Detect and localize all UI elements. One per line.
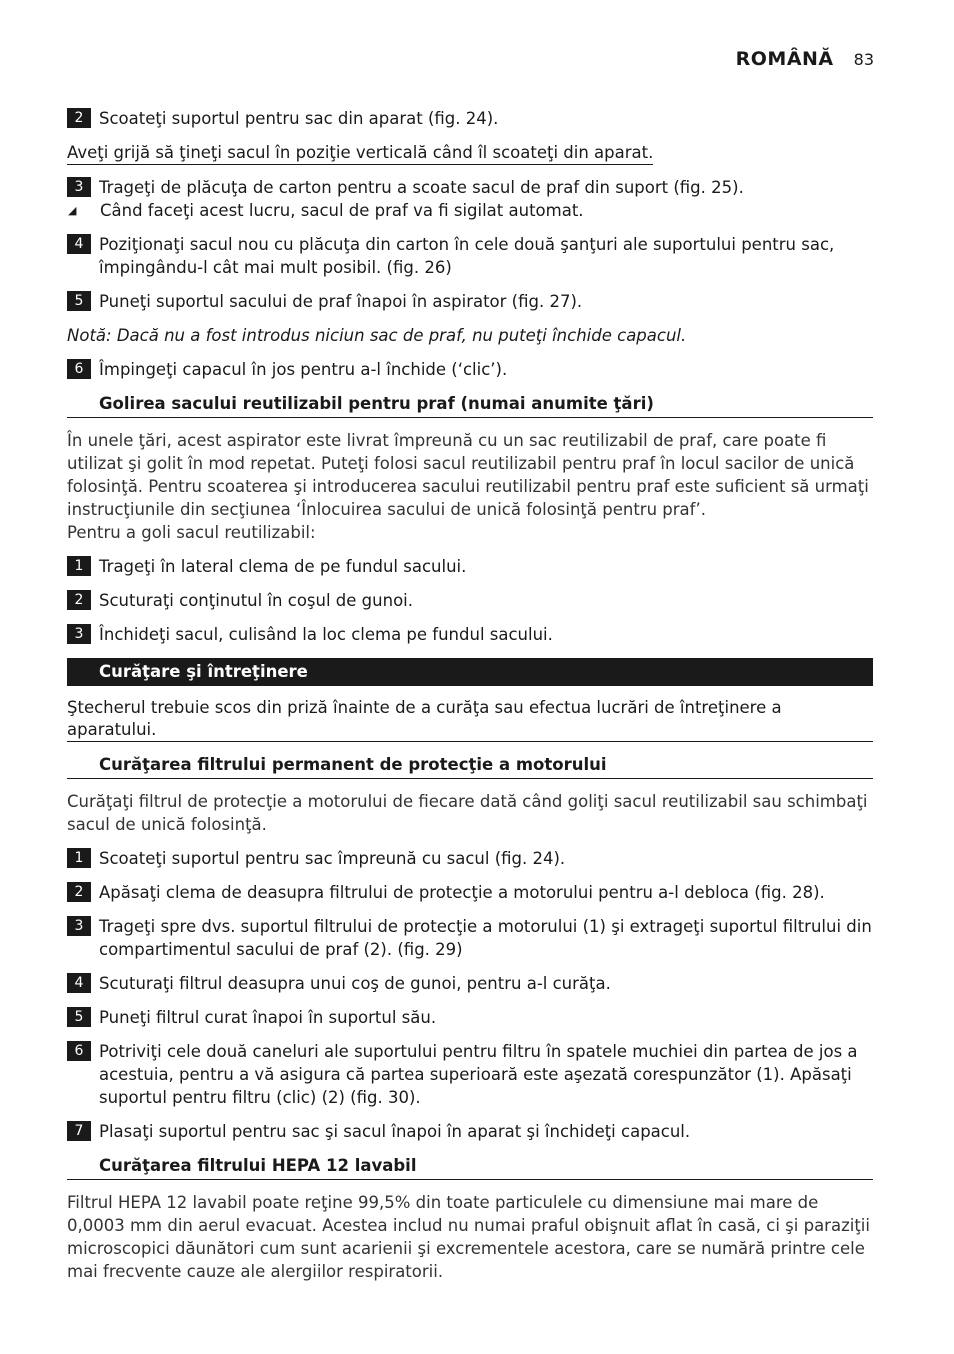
subheading-hepa-filter: Curăţarea filtrului HEPA 12 lavabil — [67, 1154, 873, 1180]
step-number: 4 — [67, 973, 91, 993]
language-label: ROMÂNĂ — [735, 48, 834, 70]
step-text: Puneţi filtrul curat înapoi în suportul său. — [99, 1008, 437, 1027]
step-number: 1 — [67, 848, 91, 868]
step-reinsert-holder — [67, 290, 873, 313]
step-number: 3 — [67, 177, 91, 197]
step-close-lid — [67, 358, 873, 381]
step-text: Trageţi în lateral clema de pe fundul sacului. — [99, 557, 467, 576]
subheading-motor-filter: Curăţarea filtrului permanent de protecţie a motorului — [67, 753, 873, 779]
step-text: Potriviţi cele două caneluri ale suportului pentru filtru în spatele muchiei din partea de jos a acestuia, pentru a vă asigura că partea superioară este aşezată corespunzător (1). Apăsaţi suportul pentru filtru (clic) (2) (fig. 30). — [99, 1042, 858, 1107]
step-text: Poziţionaţi sacul nou cu plăcuţa din carton în cele două şanţuri ale suportului pentru sac, împingându-l cât mai mult posibil. (fig. 26) — [99, 235, 835, 277]
caution-note: Ştecherul trebuie scos din priză înainte de a curăţa sau efectua lucrări de întreţinere a aparatului. — [67, 697, 873, 742]
step-remove-holder-with-bag — [67, 847, 873, 870]
step-text: Împingeţi capacul în jos pentru a-l închide (‘clic’). — [99, 360, 508, 379]
page-content — [67, 107, 873, 1283]
step-replace-holder-and-close — [67, 1120, 873, 1143]
step-number: 2 — [67, 108, 91, 128]
step-close-bag — [67, 623, 873, 646]
step-number: 5 — [67, 1007, 91, 1027]
step-remove-bag-holder — [67, 107, 873, 130]
step-pull-cardboard — [67, 176, 873, 199]
step-text: Trageţi spre dvs. suportul filtrului de protecţie a motorului (1) şi extrageţi suportul filtrului din compartimentul sacului de praf (2). (fig. 29) — [99, 917, 872, 959]
paragraph-hepa-filter: Filtrul HEPA 12 lavabil poate reţine 99,5% din toate particulele cu dimensiune mai mare de 0,0003 mm din aerul evacuat. Acestea includ nu numai praful obişnuit aflat în casă, ci şi paraziţii microscopici dăunători cum sunt acarienii şi excrementele acestora, care se numără printre cele mai frecvente cauze ale alergiilor respiratorii. — [67, 1193, 870, 1281]
step-number: 7 — [67, 1121, 91, 1141]
step-fit-filter-holder — [67, 1040, 873, 1109]
page-number: 83 — [853, 50, 874, 69]
paragraph-motor-filter: Curăţaţi filtrul de protecţie a motorului de fiecare dată când goliţi sacul reutilizabil sau schimbaţi sacul de unică folosinţă. — [67, 792, 868, 834]
step-number: 5 — [67, 291, 91, 311]
bullet-icon: ◢ — [68, 204, 77, 217]
step-text: Scoateţi suportul pentru sac din aparat (fig. 24). — [99, 109, 499, 128]
paragraph-reusable-bag: În unele ţări, acest aspirator este livrat împreună cu un sac reutilizabil de praf, care poate fi utilizat şi golit în mod repetat. Puteţi folosi sacul reutilizabil pentru praf în locul sacilor de unică folosinţă. Pentru scoaterea şi introducerea sacului reutilizabil pentru praf este suficient să urmaţi instrucţiunile din secţiunea ‘Înlocuirea sacului de unică folosinţă pentru praf’. — [67, 431, 869, 519]
caution-note: Aveţi grijă să ţineţi sacul în poziţie verticală când îl scoateţi din aparat. — [67, 141, 873, 165]
step-text: Trageţi de plăcuţa de carton pentru a scoate sacul de praf din suport (fig. 25). — [99, 178, 744, 197]
step-number: 2 — [67, 590, 91, 610]
step-number: 2 — [67, 882, 91, 902]
section-heading-cleaning: Curăţare şi întreţinere — [67, 658, 873, 686]
step-shake-contents — [67, 589, 873, 612]
page-header — [736, 48, 874, 70]
step-number: 3 — [67, 916, 91, 936]
step-press-clip — [67, 881, 873, 904]
step-pull-filter-holder — [67, 915, 873, 961]
bullet-item — [67, 199, 873, 222]
step-position-new-bag — [67, 233, 873, 279]
step-text: Scuturaţi conţinutul în coşul de gunoi. — [99, 591, 413, 610]
step-text: Puneţi suportul sacului de praf înapoi în aspirator (fig. 27). — [99, 292, 583, 311]
step-number: 6 — [67, 1041, 91, 1061]
step-number: 6 — [67, 359, 91, 379]
step-slide-clip — [67, 555, 873, 578]
step-text: Scoateţi suportul pentru sac împreună cu sacul (fig. 24). — [99, 849, 566, 868]
step-text: Plasaţi suportul pentru sac şi sacul înapoi în aparat şi închideţi capacul. — [99, 1122, 691, 1141]
note-text: Notă: Dacă nu a fost introdus niciun sac de praf, nu puteţi închide capacul. — [67, 326, 687, 345]
step-text: Apăsaţi clema de deasupra filtrului de protecţie a motorului pentru a-l debloca (fig. 28). — [99, 883, 825, 902]
paragraph-empty-intro: Pentru a goli sacul reutilizabil: — [67, 523, 316, 542]
step-number: 4 — [67, 234, 91, 254]
step-text: Închideţi sacul, culisând la loc clema pe fundul sacului. — [99, 625, 553, 644]
subheading-reusable-bag: Golirea sacului reutilizabil pentru praf (numai anumite ţări) — [67, 392, 873, 418]
step-shake-filter — [67, 972, 873, 995]
step-number: 1 — [67, 556, 91, 576]
step-text: Scuturaţi filtrul deasupra unui coş de gunoi, pentru a-l curăţa. — [99, 974, 611, 993]
step-number: 3 — [67, 624, 91, 644]
bullet-text: Când faceţi acest lucru, sacul de praf va fi sigilat automat. — [100, 201, 584, 220]
step-replace-filter — [67, 1006, 873, 1029]
